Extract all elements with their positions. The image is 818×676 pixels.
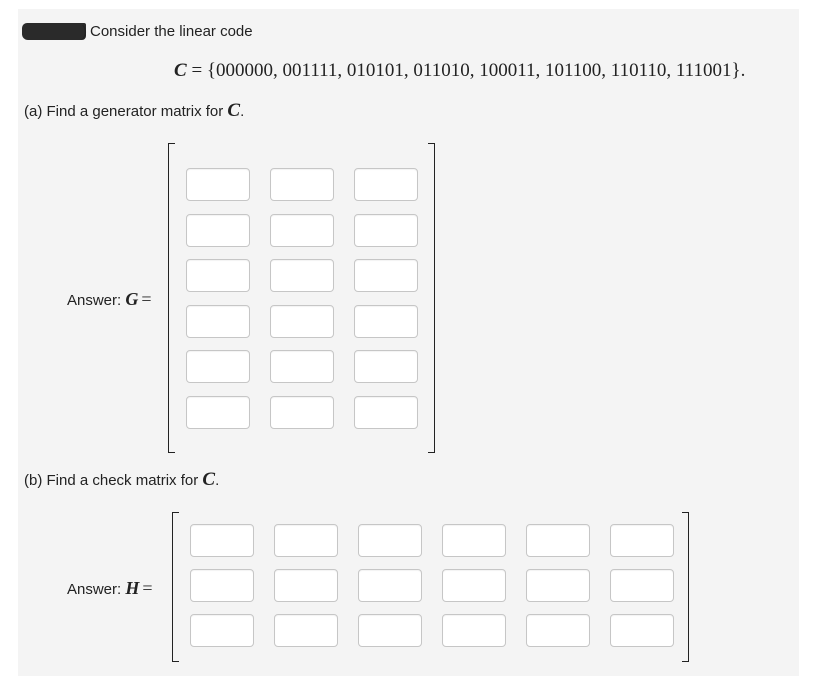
matrix-h-cell-r2-c2[interactable] <box>274 569 338 602</box>
matrix-g-cell-r2-c1[interactable] <box>186 214 250 247</box>
part-b-var: C <box>202 469 216 490</box>
matrix-g-cell-r1-c3[interactable] <box>354 168 418 201</box>
matrix-g-cell-r1-c1[interactable] <box>186 168 250 201</box>
matrix-h-cell-r3-c1[interactable] <box>190 614 254 647</box>
matrix-g-cell-r2-c2[interactable] <box>270 214 334 247</box>
answer-g-label <box>67 289 152 310</box>
matrix-g-cell-r5-c2[interactable] <box>270 350 334 383</box>
matrix-h-cell-r3-c3[interactable] <box>358 614 422 647</box>
matrix-h-cell-r1-c5[interactable] <box>526 524 590 557</box>
answer-g-label-text: Answer: <box>67 292 122 309</box>
matrix-g-cell-r4-c2[interactable] <box>270 305 334 338</box>
matrix-g-cell-r6-c3[interactable] <box>354 396 418 429</box>
code-equals: = <box>191 60 203 81</box>
answer-h-label <box>67 578 153 599</box>
matrix-g-cell-r6-c1[interactable] <box>186 396 250 429</box>
code-symbol: C <box>174 60 187 81</box>
matrix-g-cell-r4-c3[interactable] <box>354 305 418 338</box>
part-b-prompt-text: (b) Find a check matrix for <box>24 472 199 489</box>
part-a-prompt-text: (a) Find a generator matrix for <box>24 103 224 120</box>
question-intro: Consider the linear code <box>90 23 253 40</box>
answer-h-eq: = <box>142 578 153 598</box>
code-end: . <box>740 60 746 81</box>
answer-h-label-text: Answer: <box>67 581 122 598</box>
code-set: {000000, 001111, 010101, 011010, 100011, 101100, 110110, 111001} <box>206 60 741 81</box>
part-b-end: . <box>215 472 220 489</box>
part-a-end: . <box>240 103 245 120</box>
matrix-g-cell-r2-c3[interactable] <box>354 214 418 247</box>
matrix-g-cell-r3-c2[interactable] <box>270 259 334 292</box>
matrix-h-cell-r3-c6[interactable] <box>610 614 674 647</box>
matrix-h-cell-r3-c5[interactable] <box>526 614 590 647</box>
matrix-h-cell-r2-c3[interactable] <box>358 569 422 602</box>
matrix-h-right-bracket <box>682 512 689 662</box>
matrix-g-cell-r5-c3[interactable] <box>354 350 418 383</box>
redacted-question-number <box>22 23 86 40</box>
matrix-h-cell-r2-c1[interactable] <box>190 569 254 602</box>
matrix-h-cell-r1-c4[interactable] <box>442 524 506 557</box>
matrix-h-cell-r1-c3[interactable] <box>358 524 422 557</box>
matrix-g-left-bracket <box>168 143 175 453</box>
matrix-h-left-bracket <box>172 512 179 662</box>
matrix-h-cell-r3-c4[interactable] <box>442 614 506 647</box>
matrix-h-cell-r2-c5[interactable] <box>526 569 590 602</box>
matrix-g-cell-r6-c2[interactable] <box>270 396 334 429</box>
matrix-g-cell-r3-c1[interactable] <box>186 259 250 292</box>
matrix-g-right-bracket <box>428 143 435 453</box>
answer-g-var: G <box>125 289 139 309</box>
question-number-paren: ) <box>82 23 87 40</box>
matrix-g-cell-r3-c3[interactable] <box>354 259 418 292</box>
matrix-g-cell-r4-c1[interactable] <box>186 305 250 338</box>
matrix-g-cell-r5-c1[interactable] <box>186 350 250 383</box>
matrix-h-cell-r3-c2[interactable] <box>274 614 338 647</box>
answer-g-eq: = <box>141 289 152 309</box>
part-a-var: C <box>227 100 241 121</box>
part-b-prompt <box>24 469 219 491</box>
matrix-h-cell-r2-c4[interactable] <box>442 569 506 602</box>
part-a-prompt <box>24 100 244 122</box>
answer-h-var: H <box>125 578 140 598</box>
matrix-h-cell-r1-c2[interactable] <box>274 524 338 557</box>
code-definition <box>174 60 745 82</box>
matrix-h-cell-r2-c6[interactable] <box>610 569 674 602</box>
matrix-g-cell-r1-c2[interactable] <box>270 168 334 201</box>
matrix-h-cell-r1-c6[interactable] <box>610 524 674 557</box>
matrix-h-cell-r1-c1[interactable] <box>190 524 254 557</box>
